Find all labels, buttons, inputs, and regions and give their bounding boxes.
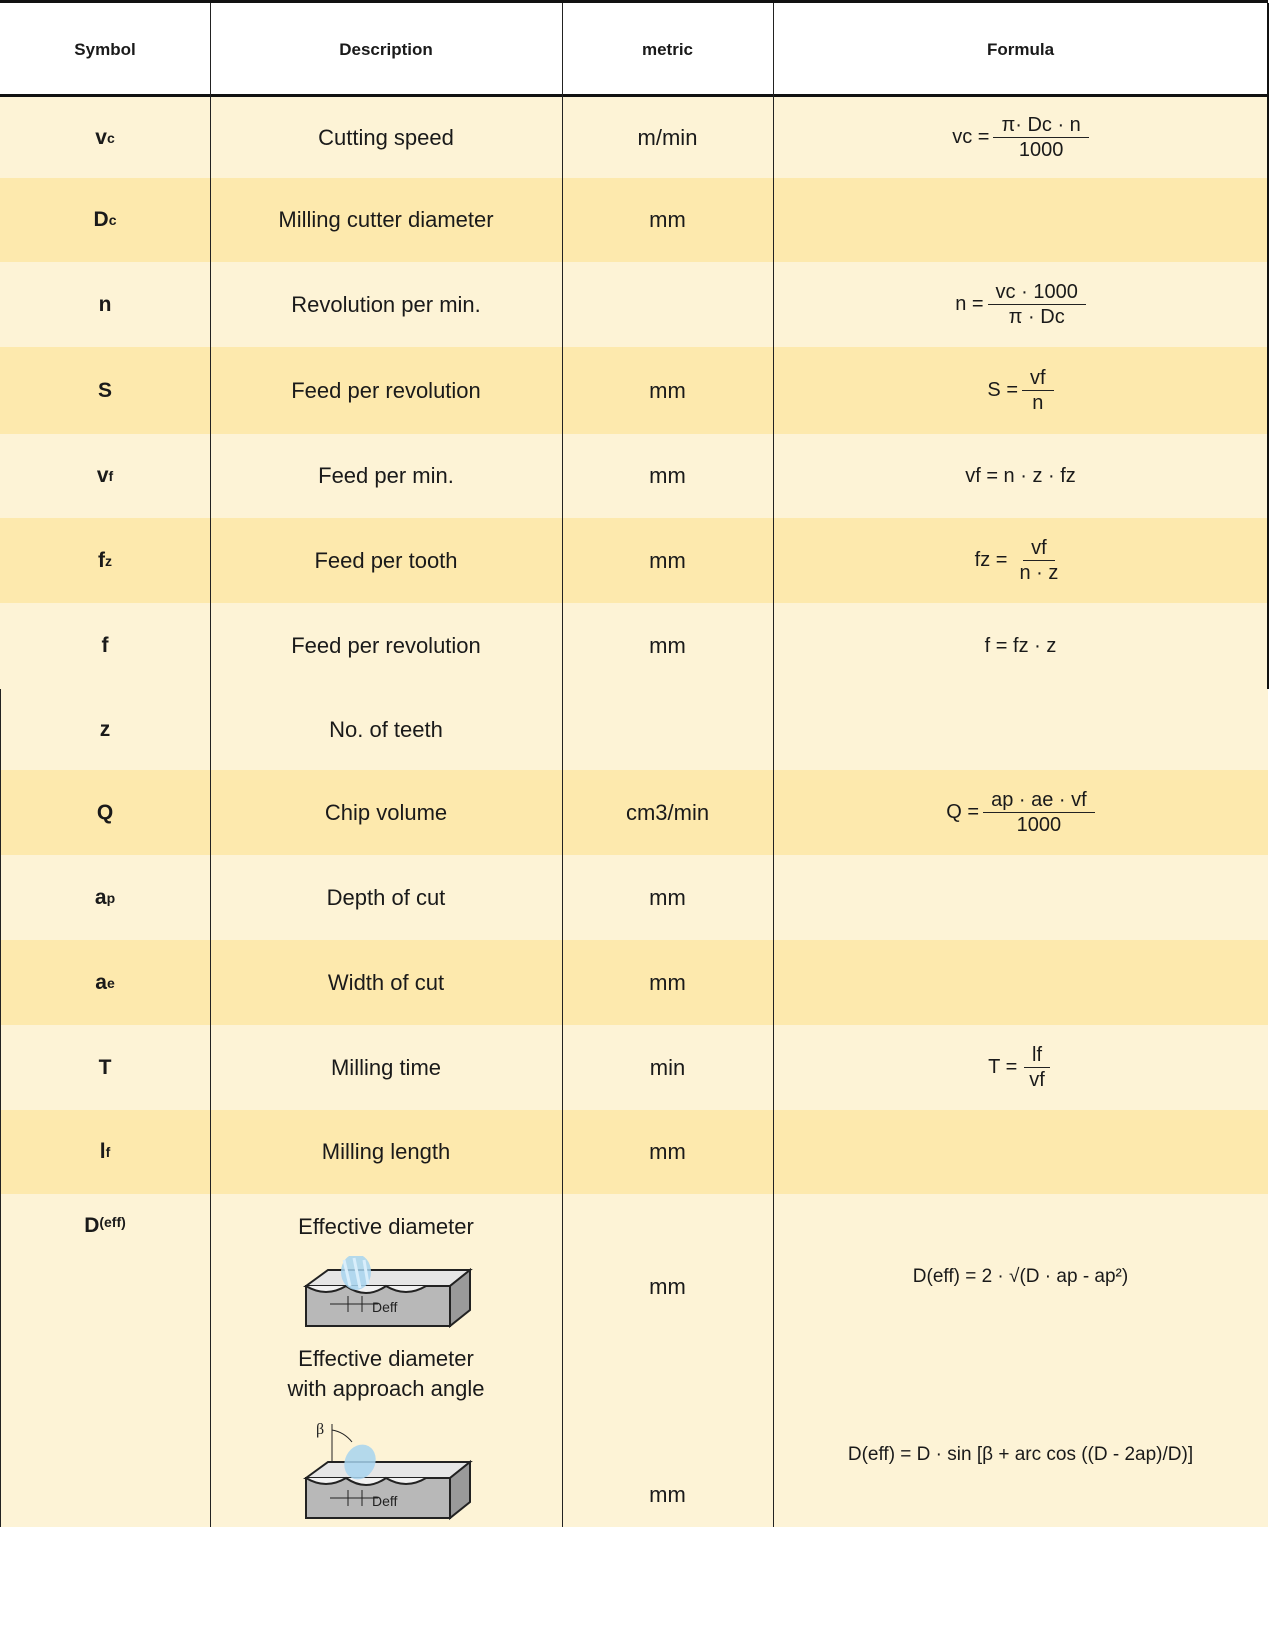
formula: [955, 280, 1086, 329]
symbol-cell: [0, 689, 210, 770]
symbol-text: D: [84, 1214, 100, 1237]
denominator: π · Dc: [1008, 306, 1065, 328]
approach-angle-line1: Effective diameter: [298, 1346, 474, 1371]
column-divider: [210, 3, 211, 1527]
table-row: [0, 940, 1268, 1025]
symbol-text: v: [95, 125, 107, 149]
symbol-cell: [0, 178, 210, 262]
unit-cell: mm: [649, 377, 686, 403]
symbol-text: v: [96, 464, 109, 487]
table-row: [0, 347, 1268, 434]
formula: [987, 366, 1053, 415]
approach-angle-line2: with approach angle: [287, 1376, 485, 1401]
unit-cell: mm: [649, 884, 686, 910]
symbol-cell: [0, 262, 210, 347]
symbol-cell: [0, 347, 210, 434]
symbol-cell: [0, 1025, 210, 1110]
description-cell: Feed per revolution: [291, 633, 481, 658]
table-row-deff: [0, 1194, 1268, 1527]
table-row: [0, 689, 1268, 770]
beta-symbol: β: [316, 1421, 325, 1438]
symbol-subscript: p: [106, 889, 116, 906]
symbol-subscript: c: [108, 212, 117, 228]
numerator: vf: [1023, 536, 1055, 561]
formula: f = fz · z: [984, 634, 1057, 657]
symbol-cell: [0, 603, 210, 689]
symbol-cell: [0, 518, 210, 603]
unit-cell: mm: [649, 547, 686, 573]
table-row: [0, 1025, 1268, 1110]
fraction: [1021, 1043, 1053, 1092]
table-row: [0, 262, 1268, 347]
symbol-cell: [0, 770, 210, 855]
description-cell: [210, 1194, 562, 1527]
formula-cell: [773, 603, 1268, 689]
description-cell: Feed per revolution: [291, 377, 481, 403]
fraction: [1011, 536, 1066, 585]
table-row: [0, 434, 1268, 518]
symbol-text: l: [99, 1140, 106, 1163]
table-row: [0, 770, 1268, 855]
denominator: vf: [1029, 1069, 1045, 1091]
symbol-text: T: [98, 1055, 112, 1079]
formula: vf = n · z · fz: [965, 464, 1076, 487]
formula-cell: [773, 689, 1268, 770]
symbol-subscript: e: [106, 974, 115, 991]
description-cell: Milling length: [321, 1139, 451, 1164]
description-cell: Cutting speed: [318, 124, 454, 150]
symbol-text: a: [95, 970, 107, 994]
unit-cell: min: [649, 1054, 686, 1080]
numerator: vf: [1022, 366, 1054, 391]
denominator: 1000: [1016, 814, 1062, 836]
table-row: [0, 97, 1268, 178]
formula-cell: [773, 1025, 1268, 1110]
unit-cell: [562, 1194, 773, 1527]
formula-lhs: Q =: [946, 801, 980, 823]
unit-cell: [562, 262, 773, 347]
unit-cell: [562, 689, 773, 770]
description-cell: Feed per tooth: [314, 547, 458, 573]
formula-cell: [773, 1194, 1268, 1527]
effective-diameter-label: Effective diameter: [298, 1214, 474, 1239]
unit-cell: mm: [649, 1139, 686, 1164]
numerator: π· Dc · n: [993, 113, 1088, 138]
formula-cell: [773, 518, 1268, 603]
formula-cell: [773, 1110, 1268, 1194]
formula-cell: [773, 262, 1268, 347]
description-cell: No. of teeth: [329, 716, 443, 742]
unit-cell: mm: [649, 463, 686, 488]
formula-cell: [773, 347, 1268, 434]
formula-cell: [773, 940, 1268, 1025]
numerator: ap · ae · vf: [983, 788, 1095, 813]
description-cell: Revolution per min.: [291, 291, 481, 317]
header-formula: Formula: [986, 40, 1055, 59]
symbol-text: D: [93, 208, 109, 231]
description-cell: Depth of cut: [326, 884, 446, 910]
unit-deff: mm: [649, 1274, 686, 1299]
approach-angle-illustration: [300, 1416, 480, 1524]
symbol-cell: [0, 434, 210, 518]
unit-cell: mm: [649, 633, 686, 658]
symbol-cell: [0, 855, 210, 940]
numerator: vc · 1000: [988, 280, 1086, 305]
fraction: [988, 280, 1086, 329]
formula: [975, 536, 1067, 585]
description-cell: Milling time: [330, 1054, 442, 1080]
effective-diameter-illustration: [300, 1256, 480, 1332]
numerator: lf: [1024, 1043, 1050, 1068]
table-row: [0, 603, 1268, 689]
unit-cell: mm: [649, 969, 686, 995]
header-symbol: Symbol: [74, 40, 136, 59]
formula-lhs: S =: [987, 379, 1018, 401]
deff-figure-label: Deff: [372, 1493, 398, 1509]
formula-deff: D(eff) = 2 · √(D · ap - ap²): [912, 1266, 1129, 1287]
formula-cell: [773, 97, 1268, 178]
description-cell: Width of cut: [327, 969, 445, 995]
formula-cell: [773, 434, 1268, 518]
denominator: n: [1032, 392, 1044, 414]
fraction: [1022, 366, 1054, 415]
formula-lhs: fz =: [974, 549, 1008, 571]
header-unit: metric: [641, 40, 694, 59]
denominator: n · z: [1019, 562, 1059, 584]
symbol-cell: [0, 940, 210, 1025]
table-header: [0, 0, 1268, 97]
formula-lhs: vc =: [952, 126, 990, 148]
formula: [952, 113, 1089, 162]
unit-cell: cm3/min: [625, 799, 710, 825]
symbol-subscript: f: [108, 468, 114, 484]
symbol-text: f: [98, 548, 105, 572]
symbol-text: Q: [96, 800, 114, 824]
formula-lhs: T =: [988, 1056, 1018, 1078]
table-row: [0, 1110, 1268, 1194]
column-divider: [562, 3, 563, 1527]
symbol-text: a: [94, 885, 107, 909]
symbol-subscript: z: [105, 552, 112, 569]
symbol-subscript: c: [106, 129, 115, 146]
symbol-subscript: f: [105, 1144, 111, 1160]
table-right-border: [1267, 3, 1269, 689]
formula-cell: [773, 178, 1268, 262]
table-row: [0, 178, 1268, 262]
table-left-border: [0, 689, 1, 1527]
symbol-text: z: [99, 717, 111, 741]
fraction: [993, 113, 1088, 162]
unit-cell: mm: [649, 207, 686, 232]
formula-cell: [773, 855, 1268, 940]
unit-deff-approach: mm: [649, 1482, 686, 1507]
symbol-subscript: (eff): [99, 1214, 126, 1230]
table-row: [0, 518, 1268, 603]
description-cell: Feed per min.: [318, 463, 454, 488]
symbol-text: f: [101, 634, 109, 657]
column-divider: [773, 3, 774, 1527]
denominator: 1000: [1018, 139, 1064, 161]
description-cell: Milling cutter diameter: [278, 207, 494, 232]
symbol-text: n: [98, 292, 112, 316]
formula-lhs: n =: [955, 293, 984, 315]
unit-cell: m/min: [637, 124, 698, 150]
header-description: Description: [339, 40, 433, 59]
formula-cell: [773, 770, 1268, 855]
symbol-cell: [0, 1194, 210, 1527]
formula-deff-approach: D(eff) = D · sin [β + arc cos ((D - 2ap)/D)]: [847, 1444, 1194, 1465]
symbol-cell: [0, 1110, 210, 1194]
formula: [946, 788, 1094, 837]
approach-angle-label: [210, 1344, 562, 1404]
description-cell: Chip volume: [324, 799, 448, 825]
deff-figure-label: Deff: [372, 1299, 398, 1315]
symbol-text: S: [97, 378, 112, 402]
formula: [988, 1043, 1053, 1092]
table-row: [0, 855, 1268, 940]
symbol-cell: [0, 97, 210, 178]
fraction: [983, 788, 1095, 837]
